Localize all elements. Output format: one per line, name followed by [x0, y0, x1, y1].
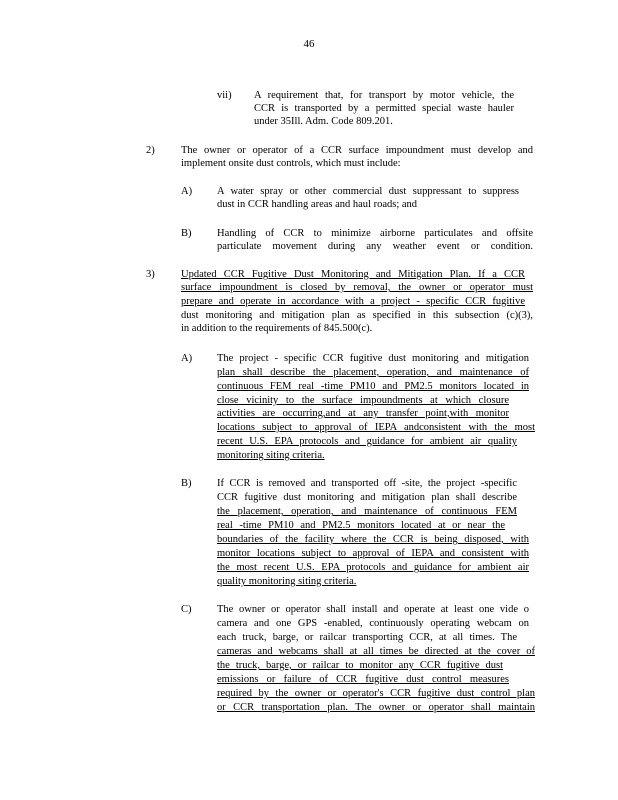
- text-line: monitoring siting criteria.: [217, 450, 325, 461]
- text-line: dust in CCR handling areas and haul roads; and: [217, 199, 418, 210]
- text-line: boundaries of the facility where the CCR is being disposed, with: [217, 534, 529, 545]
- page-number: 46: [303, 38, 315, 50]
- item-marker-2: 2): [146, 145, 155, 156]
- text-line: recent U.S. EPA protocols and guidance for ambient air quality: [217, 436, 517, 447]
- text-line: monitor locations subject to approval of IEPA and consistent with: [217, 548, 529, 559]
- text-line: The owner or operator shall install and operate at least one vide o: [217, 604, 529, 615]
- text-line: implement onsite dust controls, which must include:: [181, 158, 401, 169]
- item-marker-3b: B): [181, 478, 192, 489]
- text-line: quality monitoring siting criteria.: [217, 576, 357, 587]
- text-line: The project - specific CCR fugitive dust monitoring and mitigation: [217, 353, 529, 364]
- text-line: CCR fugitive dust monitoring and mitigation plan shall describe: [217, 492, 517, 503]
- text-line: CCR is transported by a permitted special waste hauler: [254, 103, 514, 114]
- text-line: dust monitoring and mitigation plan as specified in this subsection (c)(3),: [181, 310, 533, 321]
- text-line: Handling of CCR to minimize airborne particulates and offsite: [217, 228, 533, 239]
- text-line: under 35Ill. Adm. Code 809.201.: [254, 116, 393, 127]
- text-line: cameras and webcams shall at all times be directed at the cover of: [217, 646, 535, 657]
- text-line: If CCR is removed and transported off -site, the project -specific: [217, 478, 517, 489]
- text-line: in addition to the requirements of 845.500(c).: [181, 323, 373, 334]
- text-line: close vicinity to the surface impoundments at which closure: [217, 395, 509, 406]
- text-line: Updated CCR Fugitive Dust Monitoring and Mitigation Plan. If a CCR: [181, 269, 525, 280]
- text-line: required by the owner or operator's CCR fugitive dust control plan: [217, 688, 535, 699]
- text-line: activities are occurring,and at any transfer point,with monitor: [217, 408, 509, 419]
- item-marker-2b: B): [181, 228, 192, 239]
- item-marker-vii: vii): [217, 90, 232, 101]
- text-line: A requirement that, for transport by motor vehicle, the: [254, 90, 514, 101]
- item-marker-2a: A): [181, 186, 193, 197]
- text-line: The owner or operator of a CCR surface impoundment must develop and: [181, 145, 533, 156]
- text-line: real -time PM10 and PM2.5 monitors located at or near the: [217, 520, 505, 531]
- text-line: plan shall describe the placement, operation, and maintenance of: [217, 367, 529, 378]
- text-line: emissions or failure of CCR fugitive dust control measures: [217, 674, 509, 685]
- text-line: prepare and operate in accordance with a project - specific CCR fugitive: [181, 296, 525, 307]
- item-marker-3: 3): [146, 269, 155, 280]
- text-line: the placement, operation, and maintenance of continuous FEM: [217, 506, 517, 517]
- text-line: surface impoundment is closed by removal, the owner or operator must: [181, 282, 533, 293]
- item-marker-3a: A): [181, 353, 193, 364]
- text-line: or CCR transportation plan. The owner or operator shall maintain: [217, 702, 535, 713]
- text-line: continuous FEM real -time PM10 and PM2.5 monitors located in: [217, 381, 529, 392]
- text-line: locations subject to approval of IEPA andconsistent with the most: [217, 422, 535, 433]
- text-line: the most recent U.S. EPA protocols and guidance for ambient air: [217, 562, 529, 573]
- text-line: camera and one GPS -enabled, continuously operating webcam on: [217, 618, 529, 629]
- text-line: the truck, barge, or railcar to monitor any CCR fugitive dust: [217, 660, 503, 671]
- text-line: particulate movement during any weather event or condition.: [217, 241, 533, 252]
- text-line: A water spray or other commercial dust suppressant to suppress: [217, 186, 519, 197]
- item-marker-3c: C): [181, 604, 192, 615]
- text-line: each truck, barge, or railcar transporting CCR, at all times. The: [217, 632, 517, 643]
